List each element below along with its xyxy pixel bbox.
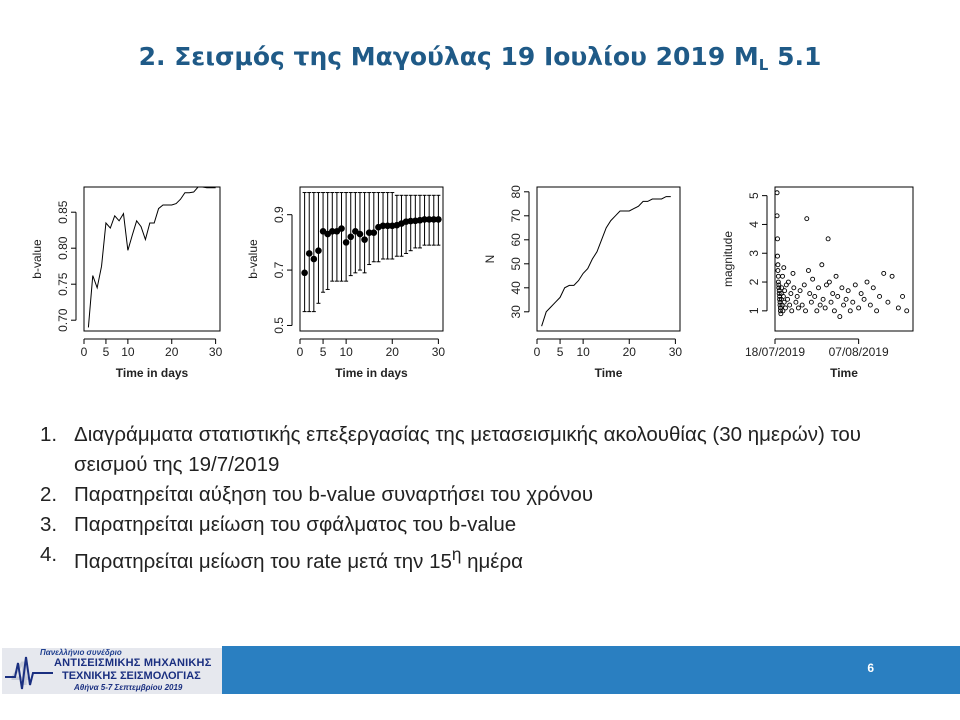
data-point bbox=[776, 274, 780, 278]
bullet-number: 2. bbox=[40, 483, 58, 506]
data-point bbox=[788, 303, 792, 307]
data-point bbox=[791, 271, 795, 275]
y-tick-label: 0.85 bbox=[56, 200, 70, 224]
chart-3 bbox=[483, 185, 682, 380]
y-tick-label: 80 bbox=[509, 185, 523, 199]
y-tick-label: 50 bbox=[509, 257, 523, 271]
bullet-number: 3. bbox=[40, 513, 58, 536]
x-axis-label: Time bbox=[830, 366, 858, 380]
y-tick-label: 40 bbox=[509, 281, 523, 295]
x-tick-label: 10 bbox=[339, 345, 353, 359]
data-point bbox=[776, 263, 780, 267]
plot-frame bbox=[537, 187, 680, 331]
data-point bbox=[792, 286, 796, 290]
x-tick-label: 5 bbox=[102, 345, 110, 359]
data-point bbox=[853, 283, 857, 287]
data-point bbox=[782, 266, 786, 270]
x-tick-label: 5 bbox=[556, 345, 564, 359]
data-point bbox=[875, 309, 879, 313]
bullet-text: Διαγράμματα στατιστικής επεξεργασίας της μετασεισμικής ακολουθίας (30 ημερών) του σεισμού της 19/7/2019 bbox=[74, 423, 861, 476]
data-point bbox=[905, 309, 909, 313]
data-point bbox=[808, 292, 812, 296]
data-point bbox=[834, 274, 838, 278]
data-point bbox=[802, 283, 806, 287]
y-tick-label: 5 bbox=[747, 192, 761, 199]
y-tick-label: 3 bbox=[747, 249, 761, 257]
bullet-list bbox=[40, 420, 900, 577]
data-point bbox=[315, 247, 322, 254]
x-tick-label: 5 bbox=[319, 345, 327, 359]
data-point bbox=[811, 277, 815, 281]
y-axis-label: N bbox=[483, 254, 497, 264]
data-point bbox=[798, 289, 802, 293]
y-tick-label: 0.5 bbox=[272, 317, 286, 334]
data-point bbox=[809, 300, 813, 304]
footer bbox=[0, 646, 960, 694]
data-point bbox=[804, 309, 808, 313]
data-point bbox=[846, 289, 850, 293]
data-point bbox=[868, 303, 872, 307]
data-point bbox=[857, 306, 861, 310]
data-point bbox=[823, 306, 827, 310]
data-point bbox=[306, 250, 313, 257]
data-point bbox=[813, 294, 817, 298]
y-axis-label: b-value bbox=[30, 239, 44, 279]
data-point bbox=[361, 236, 368, 243]
x-axis-label: Time in days bbox=[115, 366, 189, 380]
y-tick-label: 70 bbox=[509, 209, 523, 223]
data-point bbox=[786, 280, 790, 284]
data-point bbox=[795, 294, 799, 298]
data-point bbox=[890, 274, 894, 278]
x-tick-label: 20 bbox=[165, 345, 179, 359]
data-point bbox=[816, 286, 820, 290]
x-tick-label: 07/08/2019 bbox=[828, 345, 889, 359]
plot-frame bbox=[84, 187, 220, 331]
data-point bbox=[838, 315, 842, 319]
data-point bbox=[827, 280, 831, 284]
footer-bar bbox=[222, 646, 960, 694]
data-point bbox=[815, 309, 819, 313]
data-point bbox=[790, 309, 794, 313]
y-tick-label: 1 bbox=[747, 307, 761, 315]
data-point bbox=[776, 254, 780, 258]
page-number: 6 bbox=[867, 661, 874, 675]
data-point bbox=[851, 300, 855, 304]
x-tick-label: 30 bbox=[668, 345, 683, 359]
data-point bbox=[840, 286, 844, 290]
logo-number: 4 bbox=[11, 655, 30, 693]
data-point bbox=[844, 297, 848, 301]
x-tick-label: 0 bbox=[533, 345, 541, 359]
data-point bbox=[886, 300, 890, 304]
x-axis-label: Time bbox=[594, 366, 623, 380]
data-point bbox=[435, 216, 442, 223]
data-point bbox=[901, 294, 905, 298]
bullet-text: Παρατηρείται μείωση του σφάλματος του b-value bbox=[74, 513, 517, 536]
x-tick-label: 20 bbox=[385, 345, 399, 359]
bullet-item bbox=[40, 510, 900, 540]
x-tick-label: 30 bbox=[208, 345, 223, 359]
bullet-text: Παρατηρείται μείωση του rate μετά την 15 bbox=[74, 549, 452, 573]
y-tick-label: 4 bbox=[747, 221, 761, 228]
y-tick-label: 0.9 bbox=[272, 206, 286, 224]
plot-frame bbox=[300, 187, 443, 331]
data-point bbox=[786, 297, 790, 301]
data-point bbox=[775, 191, 779, 195]
series-line bbox=[88, 187, 215, 327]
logo-line2: ΑΝΤΙΣΕΙΣΜΙΚΗΣ ΜΗΧΑΝΙΚΗΣ bbox=[54, 657, 212, 669]
data-point bbox=[338, 225, 345, 232]
data-point bbox=[301, 270, 308, 277]
y-axis-label: b-value bbox=[246, 239, 260, 279]
data-point bbox=[806, 269, 810, 273]
y-tick-label: 60 bbox=[509, 233, 523, 247]
data-point bbox=[796, 306, 800, 310]
title-tail: 5.1 bbox=[768, 42, 822, 71]
data-point bbox=[882, 271, 886, 275]
data-point bbox=[776, 237, 780, 241]
y-tick-label: 0.70 bbox=[56, 308, 70, 332]
data-point bbox=[871, 286, 875, 290]
x-tick-label: 10 bbox=[121, 345, 135, 359]
conference-logo bbox=[2, 648, 222, 694]
x-tick-label: 10 bbox=[576, 345, 590, 359]
logo-line1: Πανελλήνιο συνέδριο bbox=[40, 648, 122, 657]
data-point bbox=[347, 234, 354, 241]
data-point bbox=[357, 231, 364, 238]
y-tick-label: 0.75 bbox=[56, 272, 70, 296]
data-point bbox=[878, 294, 882, 298]
x-tick-label: 0 bbox=[296, 345, 304, 359]
seismograph-logo-icon bbox=[5, 651, 55, 693]
x-tick-label: 30 bbox=[431, 345, 446, 359]
bullet-item bbox=[40, 420, 900, 480]
data-point bbox=[859, 292, 863, 296]
y-tick-label: 2 bbox=[747, 278, 761, 286]
bullet-superscript: η bbox=[451, 545, 462, 564]
slide-title bbox=[0, 42, 960, 74]
plot-frame bbox=[775, 187, 913, 331]
data-point bbox=[862, 297, 866, 301]
data-point bbox=[343, 239, 350, 246]
data-point bbox=[775, 214, 779, 218]
data-point bbox=[371, 229, 378, 236]
bullet-number: 4. bbox=[40, 543, 58, 566]
data-point bbox=[800, 303, 804, 307]
y-tick-label: 30 bbox=[509, 305, 523, 319]
title-main: 2. Σεισμός της Μαγούλας 19 Ιουλίου 2019 M bbox=[138, 42, 759, 71]
bullet-text: Παρατηρείται αύξηση του b-value συναρτήσει του χρόνου bbox=[74, 483, 594, 506]
data-point bbox=[826, 237, 830, 241]
chart-2 bbox=[246, 187, 445, 380]
bullet-item bbox=[40, 540, 900, 577]
data-point bbox=[776, 269, 780, 273]
data-point bbox=[783, 289, 787, 293]
bullet-tail: ημέρα bbox=[461, 549, 523, 573]
x-tick-label: 18/07/2019 bbox=[744, 345, 806, 359]
data-point bbox=[789, 292, 793, 296]
data-point bbox=[781, 274, 785, 278]
plots-panel bbox=[0, 170, 960, 395]
x-tick-label: 0 bbox=[80, 345, 88, 359]
data-point bbox=[820, 263, 824, 267]
series-line bbox=[542, 197, 671, 327]
data-point bbox=[821, 297, 825, 301]
x-axis-label: Time in days bbox=[335, 366, 408, 380]
y-tick-label: 0.80 bbox=[56, 236, 70, 260]
bullet-item bbox=[40, 480, 900, 510]
data-point bbox=[831, 292, 835, 296]
data-point bbox=[818, 303, 822, 307]
data-point bbox=[865, 280, 869, 284]
y-tick-label: 0.7 bbox=[272, 261, 286, 279]
chart-1 bbox=[30, 187, 223, 380]
chart-4 bbox=[721, 187, 913, 380]
title-subscript: L bbox=[758, 56, 769, 74]
bullet-number: 1. bbox=[40, 423, 58, 446]
data-point bbox=[842, 303, 846, 307]
data-point bbox=[794, 300, 798, 304]
data-point bbox=[896, 306, 900, 310]
x-tick-label: 20 bbox=[622, 345, 636, 359]
data-point bbox=[805, 217, 809, 221]
data-point bbox=[832, 309, 836, 313]
data-point bbox=[311, 256, 318, 263]
data-point bbox=[836, 294, 840, 298]
y-axis-label: magnitude bbox=[721, 230, 735, 288]
data-point bbox=[848, 309, 852, 313]
logo-line3: ΤΕΧΝΙΚΗΣ ΣΕΙΣΜΟΛΟΓΙΑΣ bbox=[62, 670, 201, 682]
logo-line4: Αθήνα 5-7 Σεπτεμβρίου 2019 bbox=[74, 683, 183, 692]
data-point bbox=[829, 300, 833, 304]
data-point bbox=[783, 306, 787, 310]
